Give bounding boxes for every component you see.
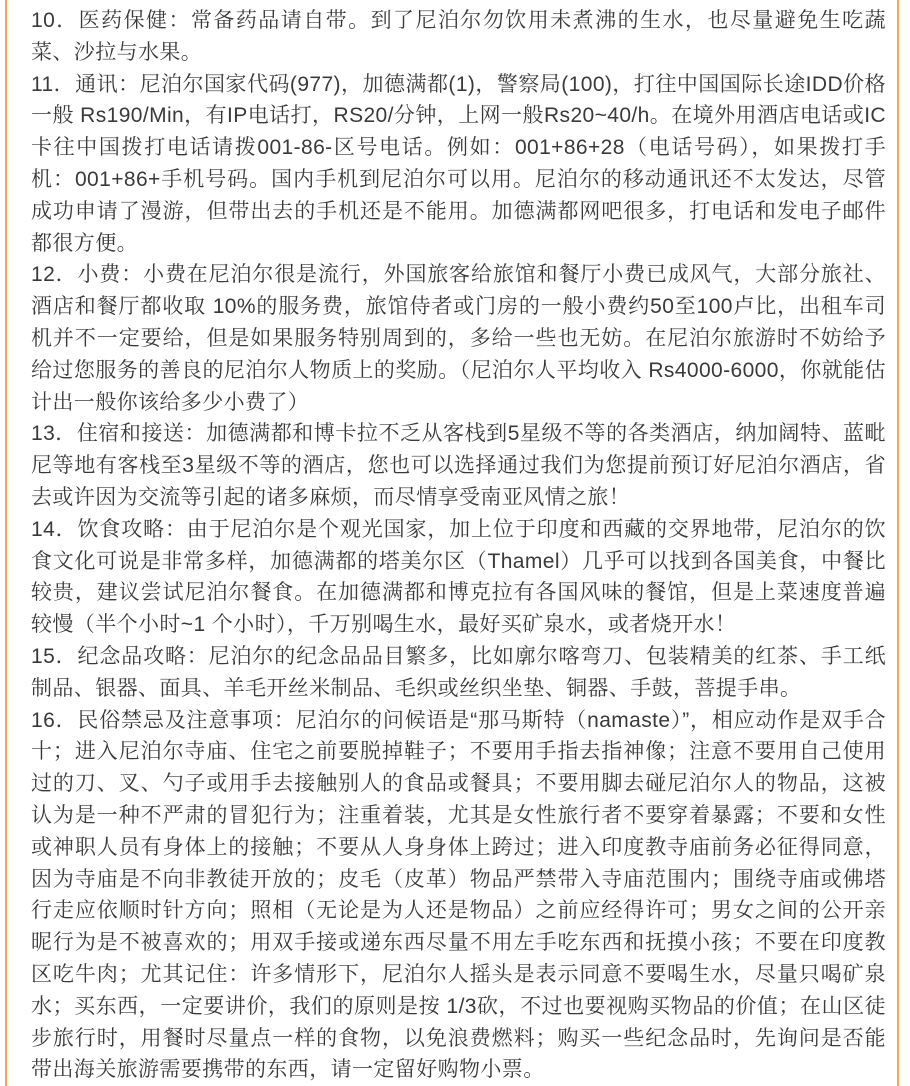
travel-tips-document-panel bbox=[5, 0, 899, 1086]
tip-item-15-souvenirs: 15．纪念品攻略：尼泊尔的纪念品品目繁多，比如廓尔喀弯刀、包装精美的红茶、手工纸制品、银器、面具、羊毛开丝米制品、毛织或丝织坐垫、铜器、手鼓，菩提手串。 bbox=[31, 644, 886, 700]
tip-item-10-medical: 10．医药保健：常备药品请自带。到了尼泊尔勿饮用未煮沸的生水，也尽量避免生吃蔬菜、沙拉与水果。 bbox=[31, 9, 886, 64]
tip-item-12-tipping: 12．小费：小费在尼泊尔很是流行，外国旅客给旅馆和餐厅小费已成风气，大部分旅社、酒店和餐厅都收取 10%的服务费，旅馆侍者或门房的一般小费约50至100卢比，出租车司机并不一定要给，但是如果服务特别周到的，多给一些也无妨。在尼泊尔旅游时不妨给予给过您服务的善良的尼泊尔人物质上的奖励。（尼泊尔人平均收入 Rs4000-6000，你就能估计出一般你该给多少小费了） bbox=[31, 263, 886, 414]
tip-item-16-customs-taboos: 16．民俗禁忌及注意事项：尼泊尔的问候语是“那马斯特（namaste）”，相应动作是双手合十；进入尼泊尔寺庙、住宅之前要脱掉鞋子；不要用手指去指神像；注意不要用自己使用过的刀、叉、勺子或用手去接触别人的食品或餐具；不要用脚去碰尼泊尔人的物品，这被认为是一种不严肃的冒犯行为；注重着装，尤其是女性旅行者不要穿着暴露；不要和女性或神职人员有身体上的接触；不要从人身身体上跨过；进入印度教寺庙前务必征得同意，因为寺庙是不向非教徒开放的；皮毛（皮革）物品严禁带入寺庙范围内；围绕寺庙或佛塔行走应依顺时针方向；照相（无论是为人还是物品）之前应经得许可；男女之间的公开亲昵行为是不被喜欢的；用双手接或递东西尽量不用左手吃东西和抚摸小孩；不要在印度教区吃牛肉；尤其记住：许多情形下，尼泊尔人摇头是表示同意不要喝生水，尽量只喝矿泉水；买东西，一定要讲价，我们的原则是按 1/3砍，不过也要视购买物品的价值；在山区徒步旅行时，用餐时尽量点一样的食物，以免浪费燃料；购买一些纪念品时，先询问是否能带出海关旅游需要携带的东西，请一定留好购物小票。 bbox=[31, 708, 886, 1082]
tip-item-13-accommodation: 13．住宿和接送：加德满都和博卡拉不乏从客栈到5星级不等的各类酒店，纳加阔特、蓝毗尼等地有客栈至3星级不等的酒店，您也可以选择通过我们为您提前预订好尼泊尔酒店，省去或许因为交流等引起的诸多麻烦，而尽情享受南亚风情之旅！ bbox=[31, 422, 886, 509]
tip-item-14-food: 14．饮食攻略：由于尼泊尔是个观光国家，加上位于印度和西藏的交界地带，尼泊尔的饮食文化可说是非常多样，加德满都的塔美尔区（Thamel）几乎可以找到各国美食，中餐比较贵，建议尝试尼泊尔餐食。在加德满都和博克拉有各国风味的餐馆，但是上菜速度普遍较慢（半个小时~1 个小时），千万别喝生水，最好买矿泉水，或者烧开水！ bbox=[31, 517, 886, 637]
tip-item-11-communication: 11．通讯：尼泊尔国家代码(977)，加德满都(1)，警察局(100)，打往中国国际长途IDD价格一般 Rs190/Min，有IP电话打，RS20/分钟，上网一般Rs20~40/h。在境外用酒店电话或IC卡往中国拨打电话请拨001-86-区号电话。例如：001+86+28（电话号码），如果拨打手机：001+86+手机号码。国内手机到尼泊尔可以用。尼泊尔的移动通讯还不太发达，尽管成功申请了漫游，但带出去的手机还是不能用。加德满都网吧很多，打电话和发电子邮件都很方便。 bbox=[31, 72, 886, 255]
